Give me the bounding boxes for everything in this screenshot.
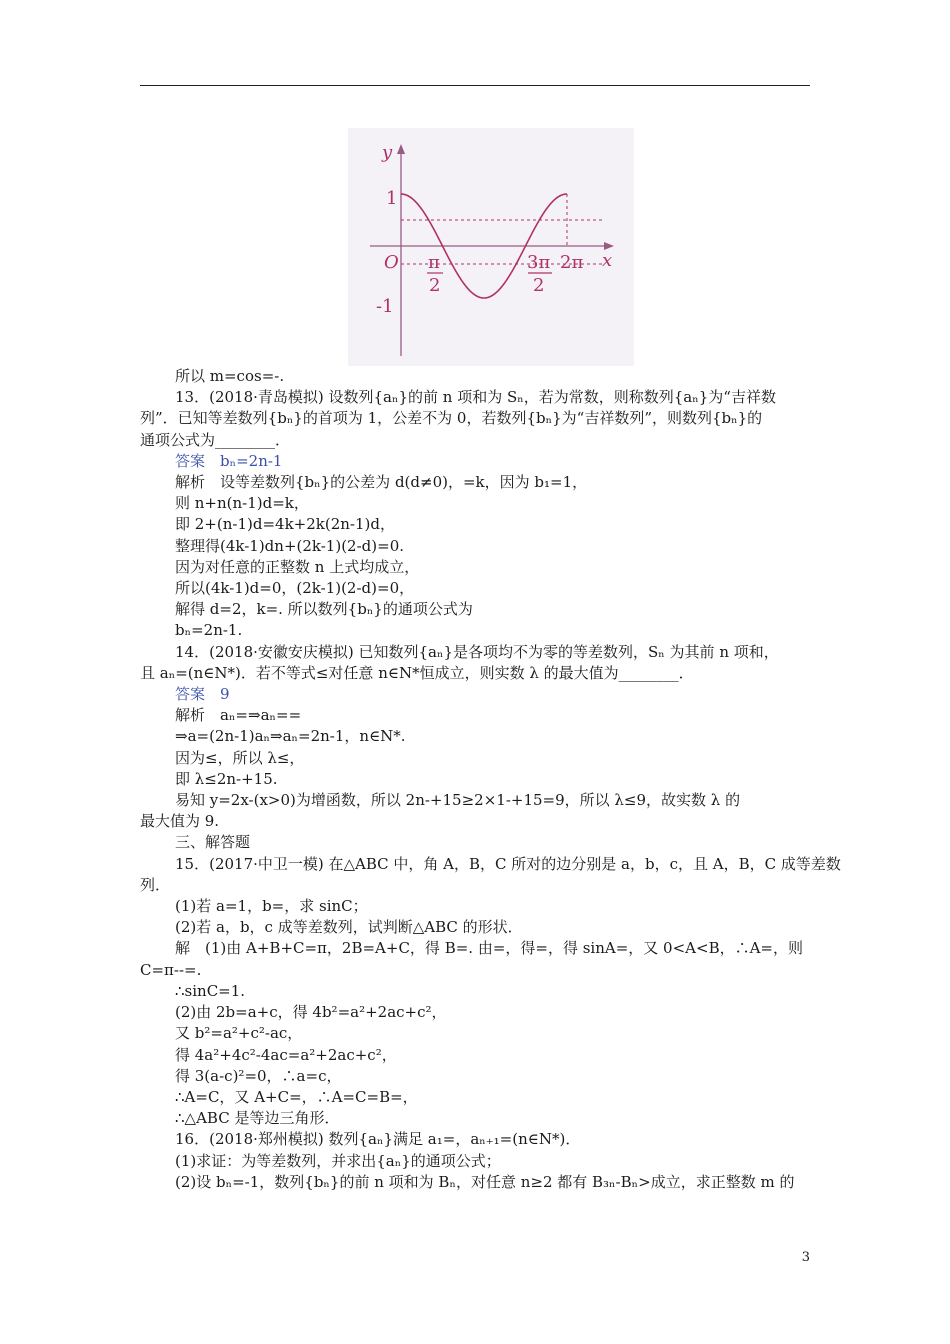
y-axis-label: y — [382, 142, 393, 163]
tick-label-3pi-numerator: 3π — [527, 252, 551, 273]
tick-label-one: 1 — [386, 188, 398, 209]
text-line: (2)由 2b=a+c，得 4b²=a²+2ac+c²， — [175, 1003, 447, 1022]
answer-line: 答案 9 — [175, 685, 230, 704]
cosine-graph — [348, 128, 634, 366]
solution-line: 解 (1)由 A+B+C=π，2B=A+C，得 B=. 由=，得=，得 sinA=，又 0<A<B，∴A=，则 — [175, 939, 803, 958]
section-heading: 三、解答题 — [175, 833, 251, 852]
origin-label: O — [384, 252, 399, 273]
text-line: 所以 m=cos=-. — [175, 367, 285, 385]
text-line: (2)设 bₙ=-1，数列{bₙ}的前 n 项和为 Bₙ，对任意 n≥2 都有 B₃ₙ-Bₙ>成立，求正整数 m 的 — [175, 1172, 795, 1191]
text-line: 因为≤，所以 λ≤， — [175, 748, 305, 767]
text-line: (1)若 a=1，b=，求 sinC； — [175, 897, 368, 916]
text-line: 得 3(a-c)²=0，∴a=c， — [175, 1066, 342, 1085]
tick-label-pi-numerator: π — [428, 252, 440, 273]
problem-14-line: 14．(2018·安徽安庆模拟) 已知数列{aₙ}是各项均不为零的等差数列，Sₙ 为其前 n 项和， — [175, 642, 779, 661]
text-line: 最大值为 9. — [140, 812, 220, 831]
header-rule — [140, 85, 810, 86]
text-line: 又 b²=a²+c²-ac， — [175, 1024, 303, 1043]
y-axis-arrow — [397, 144, 405, 154]
problem-16-line: 16．(2018·郑州模拟) 数列{aₙ}满足 a₁=，aₙ₊₁=(n∈N*)． — [175, 1130, 581, 1149]
document-body — [140, 366, 841, 1193]
text-line: (1)求证：为等差数列，并求出{aₙ}的通项公式； — [175, 1151, 501, 1170]
text-line: ∴△ABC 是等边三角形． — [175, 1109, 340, 1128]
text-line: ∴A=C，又 A+C=，∴A=C=B=， — [175, 1087, 418, 1106]
analysis-line: 解析 aₙ=⇒aₙ== — [175, 706, 302, 725]
text-line: 则 n+n(n-1)d=k， — [175, 494, 309, 513]
text-line: 所以(4k-1)d=0，(2k-1)(2-d)=0， — [175, 579, 415, 598]
text-line: 列． — [140, 875, 171, 894]
text-line: 得 4a²+4c²-4ac=a²+2ac+c²， — [175, 1045, 397, 1064]
text-line: 因为对任意的正整数 n 上式均成立， — [175, 557, 420, 576]
page-number: 3 — [801, 1250, 810, 1265]
text-line: 即 2+(n-1)d=4k+2k(2n-1)d， — [175, 515, 395, 534]
analysis-line: 解析 设等差数列{bₙ}的公差为 d(d≠0)，=k，因为 b₁=1， — [175, 473, 588, 492]
text-line: (2)若 a，b，c 成等差数列，试判断△ABC 的形状． — [175, 918, 523, 937]
text-line: ⇒a=(2n-1)aₙ⇒aₙ=2n-1，n∈N*. — [175, 727, 406, 746]
problem-13-line: 13．(2018·青岛模拟) 设数列{aₙ}的前 n 项和为 Sₙ，若为常数，则称数列{aₙ}为“吉祥数 — [175, 388, 776, 407]
x-axis-arrow — [604, 242, 614, 250]
problem-15-line: 15．(2017·中卫一模) 在△ABC 中，角 A，B，C 所对的边分别是 a，b，c，且 A，B，C 成等差数 — [175, 854, 841, 873]
tick-label-pi-denominator: 2 — [429, 275, 441, 296]
text-line: 易知 y=2x-(x>0)为增函数，所以 2n-+15≥2×1-+15=9，所以 λ≤9，故实数 λ 的 — [175, 791, 741, 810]
tick-label-neg-one: -1 — [376, 296, 394, 317]
tick-label-2pi: 2π — [560, 252, 584, 273]
answer-line: 答案 bₙ=2n-1 — [175, 451, 283, 470]
tick-label-3pi-denominator: 2 — [533, 275, 545, 296]
text-line: 列”．已知等差数列{bₙ}的首项为 1，公差不为 0，若数列{bₙ}为“吉祥数列”，则数列{bₙ}的 — [140, 409, 763, 428]
text-line: C=π--=. — [140, 960, 202, 979]
cosine-graph-figure — [348, 128, 634, 366]
text-line: ∴sinC=1. — [175, 981, 246, 1000]
text-line: 且 aₙ=(n∈N*)．若不等式≤对任意 n∈N*恒成立，则实数 λ 的最大值为________． — [140, 663, 694, 682]
text-line: 通项公式为________． — [140, 430, 291, 449]
text-line: 解得 d=2，k=. 所以数列{bₙ}的通项公式为 — [175, 600, 473, 619]
text-line: 整理得(4k-1)dn+(2k-1)(2-d)=0. — [175, 536, 404, 555]
text-line: 即 λ≤2n-+15. — [175, 769, 278, 788]
text-line: bₙ=2n-1. — [175, 621, 243, 640]
x-axis-label: x — [602, 250, 613, 271]
